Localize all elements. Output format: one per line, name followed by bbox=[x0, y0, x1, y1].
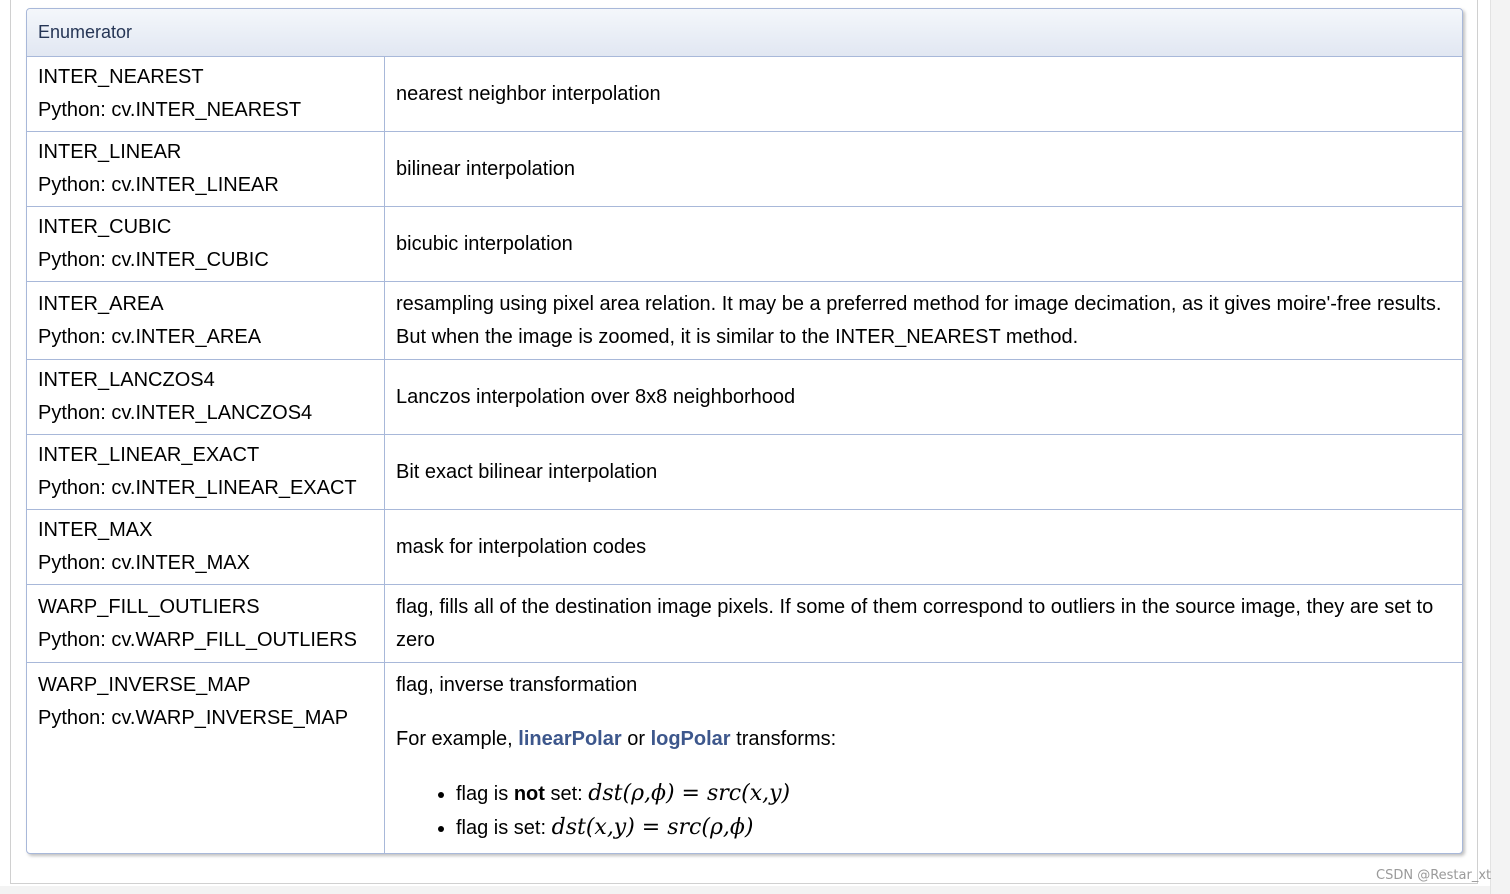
table-row bbox=[27, 435, 1462, 510]
enum-name-cell bbox=[27, 435, 385, 510]
enum-python-name: Python: cv.INTER_NEAREST bbox=[38, 99, 302, 121]
enum-python-name: Python: cv.INTER_CUBIC bbox=[38, 249, 269, 271]
enum-description: flag, inverse transformation bbox=[396, 674, 638, 696]
enum-name: INTER_AREA bbox=[38, 292, 164, 315]
linearpolar-link[interactable]: linearPolar bbox=[518, 728, 622, 750]
enum-name: INTER_LINEAR_EXACT bbox=[38, 444, 260, 466]
example-text bbox=[396, 723, 1451, 756]
table-row bbox=[27, 132, 1462, 207]
formula-not-set: dst(ρ,ϕ) = src(x,y) bbox=[588, 781, 791, 806]
example-prefix: For example, bbox=[396, 728, 519, 750]
enum-python-name: Python: cv.INTER_MAX bbox=[38, 552, 250, 574]
table-row bbox=[27, 360, 1462, 435]
enum-name-cell bbox=[27, 663, 385, 853]
logpolar-link[interactable]: logPolar bbox=[650, 728, 731, 750]
enum-name: WARP_FILL_OUTLIERS bbox=[38, 595, 260, 618]
flag-bullet-list bbox=[396, 777, 1451, 845]
bullet1-prefix: flag is bbox=[456, 783, 514, 805]
example-or: or bbox=[621, 728, 651, 750]
bullet-flag-not-set bbox=[456, 777, 1451, 811]
enum-description: resampling using pixel area relation. It may be a preferred method for image decimation, as it gives moire'-free results. But when the image is zoomed, it is similar to the INTER_NEAREST method. bbox=[385, 282, 1462, 360]
enum-name-cell bbox=[27, 132, 385, 207]
enum-python-name: Python: cv.INTER_AREA bbox=[38, 325, 262, 348]
table-row bbox=[27, 207, 1462, 282]
enumerator-table bbox=[26, 8, 1463, 854]
enum-description: bilinear interpolation bbox=[385, 132, 1462, 207]
bullet1-bold: not bbox=[513, 783, 545, 805]
enum-description: nearest neighbor interpolation bbox=[385, 57, 1462, 132]
enum-python-name: Python: cv.INTER_LINEAR bbox=[38, 174, 279, 196]
bullet2-prefix: flag is set: bbox=[456, 817, 552, 839]
enum-name: INTER_CUBIC bbox=[38, 216, 172, 238]
scrollbar-track[interactable] bbox=[1490, 0, 1510, 894]
enum-description: mask for interpolation codes bbox=[385, 510, 1462, 585]
enum-name: WARP_INVERSE_MAP bbox=[38, 674, 251, 696]
bottom-strip bbox=[0, 886, 1490, 894]
enum-name: INTER_LINEAR bbox=[38, 141, 182, 163]
table-header: Enumerator bbox=[27, 9, 1462, 57]
bullet-flag-set bbox=[456, 811, 1451, 845]
csdn-watermark: CSDN @Restar_xt bbox=[1376, 868, 1492, 883]
enum-name-cell bbox=[27, 57, 385, 132]
table-row bbox=[27, 510, 1462, 585]
table-row bbox=[27, 585, 1462, 663]
enum-description: Bit exact bilinear interpolation bbox=[385, 435, 1462, 510]
enum-description: Lanczos interpolation over 8x8 neighborhood bbox=[385, 360, 1462, 435]
enum-python-name: Python: cv.WARP_INVERSE_MAP bbox=[38, 707, 349, 729]
enum-name-cell bbox=[27, 510, 385, 585]
table-row-warp-inverse-map bbox=[27, 663, 1462, 853]
enum-name: INTER_MAX bbox=[38, 519, 153, 541]
enum-name-cell bbox=[27, 282, 385, 360]
enum-name-cell bbox=[27, 360, 385, 435]
table-row bbox=[27, 282, 1462, 360]
enum-python-name: Python: cv.INTER_LINEAR_EXACT bbox=[38, 477, 357, 499]
example-suffix: transforms: bbox=[730, 728, 837, 750]
enum-name: INTER_NEAREST bbox=[38, 66, 204, 88]
formula-set: dst(x,y) = src(ρ,ϕ) bbox=[551, 815, 754, 840]
enum-python-name: Python: cv.WARP_FILL_OUTLIERS bbox=[38, 628, 357, 651]
enum-description-cell bbox=[385, 663, 1462, 853]
enum-name-cell bbox=[27, 585, 385, 663]
enum-description: bicubic interpolation bbox=[385, 207, 1462, 282]
bullet1-suffix: set: bbox=[544, 783, 589, 805]
enum-name: INTER_LANCZOS4 bbox=[38, 369, 215, 391]
enum-name-cell bbox=[27, 207, 385, 282]
enum-python-name: Python: cv.INTER_LANCZOS4 bbox=[38, 402, 313, 424]
enum-description: flag, fills all of the destination image pixels. If some of them correspond to outliers in the source image, they are set to zero bbox=[385, 585, 1462, 663]
table-row bbox=[27, 57, 1462, 132]
